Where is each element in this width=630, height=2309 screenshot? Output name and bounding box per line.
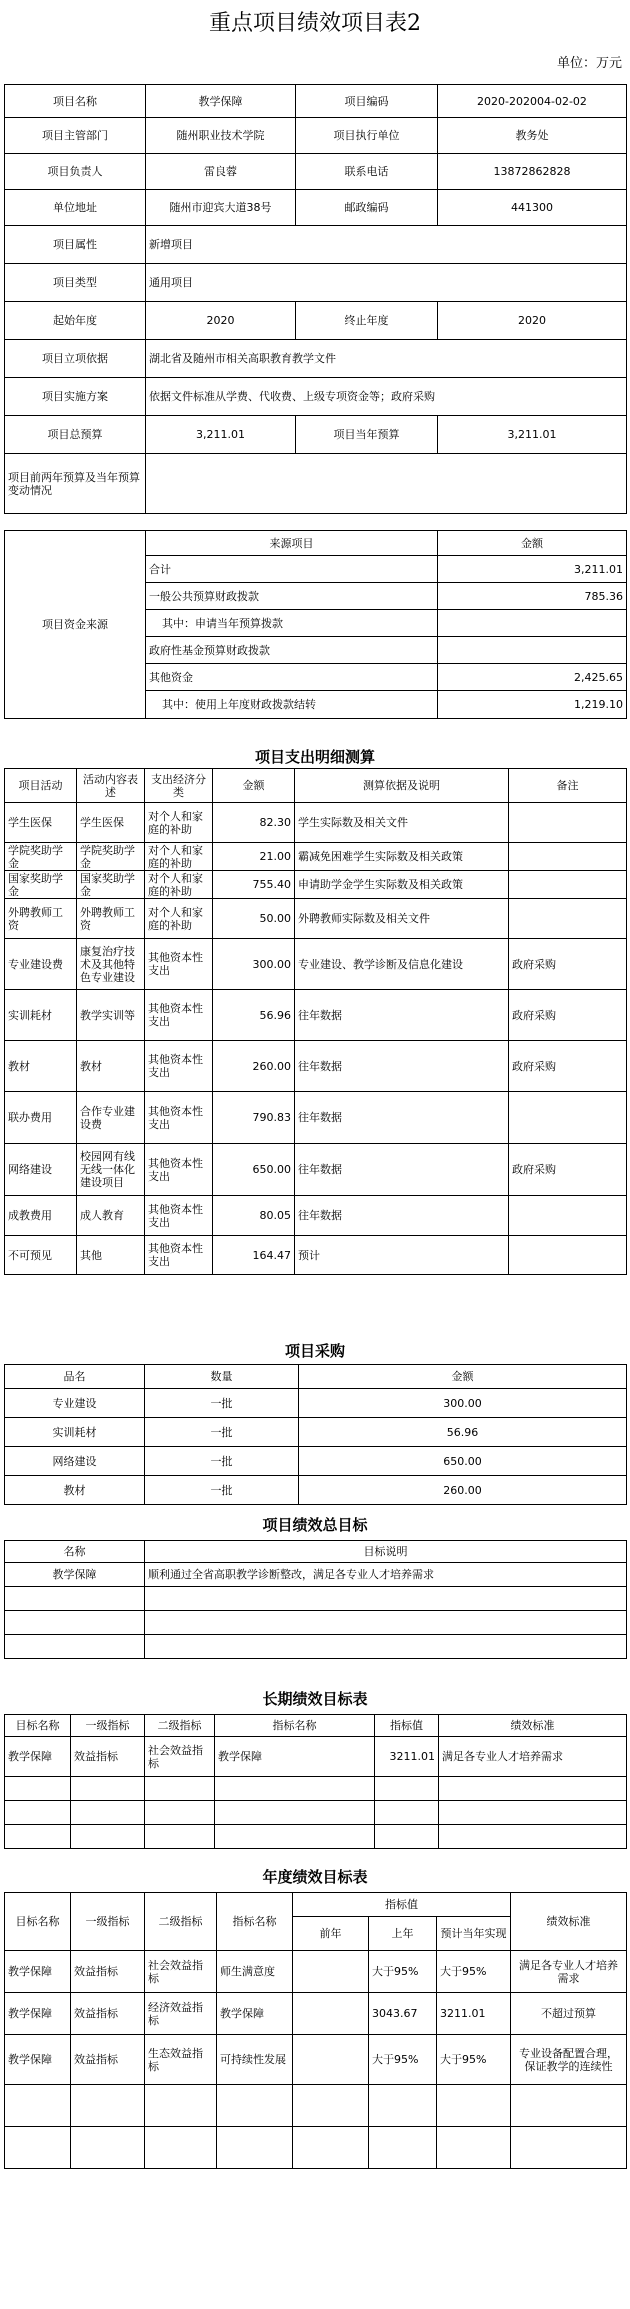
overall-title: 项目绩效总目标	[262, 1516, 368, 1534]
expense-cell: 164.47	[213, 1236, 295, 1275]
basic-info-table	[4, 84, 627, 514]
annual-cell: 效益指标	[71, 1951, 145, 1993]
expense-cell: 对个人和家庭的补助	[145, 899, 213, 939]
longterm-table	[4, 1714, 627, 1849]
label-end-year: 终止年度	[296, 302, 438, 340]
expense-cell: 学生医保	[5, 803, 77, 843]
longterm-cell: 教学保障	[215, 1737, 375, 1777]
purchase-title: 项目采购	[284, 1342, 345, 1360]
label-dept: 项目主管部门	[5, 118, 146, 154]
expense-cell: 80.05	[213, 1196, 295, 1236]
funding-row-name: 其中：申请当年预算拨款	[146, 610, 438, 637]
longterm-empty	[5, 1801, 71, 1825]
expense-cell: 政府采购	[509, 1144, 627, 1196]
label-attr: 项目属性	[5, 226, 146, 264]
expense-cell: 实训耗材	[5, 990, 77, 1041]
expense-header: 活动内容表述	[77, 769, 145, 803]
annual-subheader: 前年	[293, 1917, 369, 1951]
label-year-budget: 项目当年预算	[296, 416, 438, 454]
expense-cell	[509, 899, 627, 939]
funding-row-amount	[438, 637, 627, 664]
expense-cell: 学院奖助学金	[5, 843, 77, 871]
longterm-empty	[71, 1825, 145, 1849]
longterm-empty	[375, 1777, 439, 1801]
purchase-header: 品名	[5, 1365, 145, 1389]
label-leader: 项目负责人	[5, 154, 146, 190]
annual-empty	[5, 2085, 71, 2127]
annual-empty	[437, 2127, 511, 2169]
funding-label: 项目资金来源	[5, 531, 146, 719]
purchase-cell: 一批	[145, 1389, 299, 1418]
annual-empty	[293, 2127, 369, 2169]
expense-cell: 260.00	[213, 1041, 295, 1092]
expense-cell: 学生医保	[77, 803, 145, 843]
annual-cell	[293, 2035, 369, 2085]
longterm-cell: 社会效益指标	[145, 1737, 215, 1777]
value-basis: 湖北省及随州市相关高职教育教学文件	[146, 340, 627, 378]
expense-cell	[509, 871, 627, 899]
longterm-empty	[215, 1825, 375, 1849]
annual-cell: 效益指标	[71, 1993, 145, 2035]
value-year-budget: 3,211.01	[438, 416, 627, 454]
expense-cell: 56.96	[213, 990, 295, 1041]
expense-cell: 教学实训等	[77, 990, 145, 1041]
annual-subheader: 预计当年实现	[437, 1917, 511, 1951]
funding-head-source: 来源项目	[146, 531, 438, 556]
overall-cell: 教学保障	[5, 1563, 145, 1587]
longterm-empty	[71, 1801, 145, 1825]
funding-row-name: 政府性基金预算财政拨款	[146, 637, 438, 664]
expense-title: 项目支出明细测算	[254, 748, 375, 766]
annual-cell: 社会效益指标	[145, 1951, 217, 1993]
overall-empty-cell	[5, 1587, 145, 1611]
annual-empty	[369, 2085, 437, 2127]
annual-cell: 生态效益指标	[145, 2035, 217, 2085]
expense-header: 测算依据及说明	[295, 769, 509, 803]
funding-head-amount: 金额	[438, 531, 627, 556]
label-exec-unit: 项目执行单位	[296, 118, 438, 154]
value-total-budget: 3,211.01	[146, 416, 296, 454]
value-phone: 13872862828	[438, 154, 627, 190]
funding-row-name: 其他资金	[146, 664, 438, 691]
label-address: 单位地址	[5, 190, 146, 226]
funding-row-amount: 3,211.01	[438, 556, 627, 583]
longterm-empty	[375, 1801, 439, 1825]
label-start-year: 起始年度	[5, 302, 146, 340]
expense-cell: 往年数据	[295, 1041, 509, 1092]
purchase-cell: 实训耗材	[5, 1418, 145, 1447]
expense-cell: 外聘教师工资	[5, 899, 77, 939]
funding-row-amount: 1,219.10	[438, 691, 627, 719]
label-basis: 项目立项依据	[5, 340, 146, 378]
annual-header: 指标值	[293, 1893, 511, 1917]
annual-table	[4, 1892, 627, 2169]
purchase-table	[4, 1364, 627, 1505]
expense-cell: 300.00	[213, 939, 295, 990]
funding-row-name: 合计	[146, 556, 438, 583]
expense-cell: 网络建设	[5, 1144, 77, 1196]
expense-cell: 外聘教师实际数及相关文件	[295, 899, 509, 939]
funding-row-amount: 785.36	[438, 583, 627, 610]
expense-header: 项目活动	[5, 769, 77, 803]
expense-cell: 其他资本性支出	[145, 1092, 213, 1144]
annual-empty	[437, 2085, 511, 2127]
expense-cell: 50.00	[213, 899, 295, 939]
purchase-cell: 专业建设	[5, 1389, 145, 1418]
expense-cell: 联办费用	[5, 1092, 77, 1144]
expense-cell: 往年数据	[295, 1092, 509, 1144]
label-type: 项目类型	[5, 264, 146, 302]
longterm-header: 绩效标准	[439, 1715, 627, 1737]
longterm-header: 指标名称	[215, 1715, 375, 1737]
unit-label: 单位：万元	[556, 56, 622, 71]
label-total-budget: 项目总预算	[5, 416, 146, 454]
annual-title: 年度绩效目标表	[262, 1868, 368, 1886]
expense-cell: 82.30	[213, 803, 295, 843]
expense-cell: 专业建设费	[5, 939, 77, 990]
purchase-cell: 300.00	[299, 1389, 627, 1418]
longterm-cell: 3211.01	[375, 1737, 439, 1777]
longterm-cell: 教学保障	[5, 1737, 71, 1777]
annual-cell	[293, 1993, 369, 2035]
longterm-empty	[5, 1825, 71, 1849]
expense-cell: 对个人和家庭的补助	[145, 871, 213, 899]
longterm-empty	[215, 1801, 375, 1825]
funding-table	[4, 530, 627, 719]
annual-cell: 师生满意度	[217, 1951, 293, 1993]
label-plan: 项目实施方案	[5, 378, 146, 416]
funding-row-amount: 2,425.65	[438, 664, 627, 691]
annual-cell: 经济效益指标	[145, 1993, 217, 2035]
funding-row-name: 一般公共预算财政拨款	[146, 583, 438, 610]
value-attr: 新增项目	[146, 226, 627, 264]
annual-header: 目标名称	[5, 1893, 71, 1951]
value-address: 随州市迎宾大道38号	[146, 190, 296, 226]
annual-cell: 教学保障	[217, 1993, 293, 2035]
annual-empty	[5, 2127, 71, 2169]
expense-cell: 教材	[77, 1041, 145, 1092]
expense-cell: 其他资本性支出	[145, 990, 213, 1041]
annual-cell: 3043.67	[369, 1993, 437, 2035]
overall-empty-cell	[145, 1635, 627, 1659]
annual-cell	[293, 1951, 369, 1993]
purchase-cell: 56.96	[299, 1418, 627, 1447]
longterm-empty	[439, 1801, 627, 1825]
longterm-empty	[439, 1825, 627, 1849]
annual-cell: 专业设备配置合理，保证教学的连续性	[511, 2035, 627, 2085]
value-budget-change	[146, 454, 627, 514]
value-leader: 雷良蓉	[146, 154, 296, 190]
annual-cell: 不超过预算	[511, 1993, 627, 2035]
expense-cell: 往年数据	[295, 990, 509, 1041]
expense-cell: 其他	[77, 1236, 145, 1275]
expense-cell: 755.40	[213, 871, 295, 899]
expense-cell: 对个人和家庭的补助	[145, 803, 213, 843]
value-start-year: 2020	[146, 302, 296, 340]
longterm-empty	[71, 1777, 145, 1801]
value-plan: 依据文件标准从学费、代收费、上级专项资金等；政府采购	[146, 378, 627, 416]
purchase-header: 金额	[299, 1365, 627, 1389]
value-postcode: 441300	[438, 190, 627, 226]
longterm-empty	[145, 1801, 215, 1825]
label-budget-change: 项目前两年预算及当年预算变动情况	[5, 454, 146, 514]
expense-cell: 成人教育	[77, 1196, 145, 1236]
expense-cell: 外聘教师工资	[77, 899, 145, 939]
overall-header: 目标说明	[145, 1541, 627, 1563]
expense-cell: 校园网有线无线一体化建设项目	[77, 1144, 145, 1196]
longterm-title: 长期绩效目标表	[262, 1690, 368, 1708]
expense-cell: 学生实际数及相关文件	[295, 803, 509, 843]
annual-cell: 教学保障	[5, 2035, 71, 2085]
longterm-empty	[375, 1825, 439, 1849]
expense-cell	[509, 1092, 627, 1144]
annual-empty	[71, 2127, 145, 2169]
label-postcode: 邮政编码	[296, 190, 438, 226]
purchase-cell: 650.00	[299, 1447, 627, 1476]
value-end-year: 2020	[438, 302, 627, 340]
overall-empty-cell	[5, 1635, 145, 1659]
expense-cell: 成教费用	[5, 1196, 77, 1236]
annual-empty	[369, 2127, 437, 2169]
longterm-empty	[439, 1777, 627, 1801]
expense-cell: 合作专业建设费	[77, 1092, 145, 1144]
expense-cell: 不可预见	[5, 1236, 77, 1275]
value-dept: 随州职业技术学院	[146, 118, 296, 154]
overall-empty-cell	[5, 1611, 145, 1635]
expense-cell: 政府采购	[509, 1041, 627, 1092]
expense-cell: 霸减免困难学生实际数及相关政策	[295, 843, 509, 871]
expense-table	[4, 768, 627, 1275]
longterm-cell: 效益指标	[71, 1737, 145, 1777]
label-phone: 联系电话	[296, 154, 438, 190]
value-project-code: 2020-202004-02-02	[438, 85, 627, 118]
value-project-name: 教学保障	[146, 85, 296, 118]
expense-cell: 对个人和家庭的补助	[145, 843, 213, 871]
longterm-cell: 满足各专业人才培养需求	[439, 1737, 627, 1777]
expense-cell: 国家奖助学金	[77, 871, 145, 899]
annual-cell: 3211.01	[437, 1993, 511, 2035]
annual-cell: 大于95%	[437, 2035, 511, 2085]
annual-cell: 大于95%	[369, 1951, 437, 1993]
expense-cell: 其他资本性支出	[145, 1041, 213, 1092]
purchase-cell: 网络建设	[5, 1447, 145, 1476]
label-project-code: 项目编码	[296, 85, 438, 118]
annual-empty	[511, 2127, 627, 2169]
annual-empty	[217, 2127, 293, 2169]
expense-cell: 790.83	[213, 1092, 295, 1144]
expense-cell	[509, 843, 627, 871]
overall-empty-cell	[145, 1611, 627, 1635]
expense-header: 金额	[213, 769, 295, 803]
longterm-header: 二级指标	[145, 1715, 215, 1737]
purchase-cell: 一批	[145, 1447, 299, 1476]
overall-header: 名称	[5, 1541, 145, 1563]
annual-header: 一级指标	[71, 1893, 145, 1951]
annual-cell: 教学保障	[5, 1951, 71, 1993]
expense-cell: 康复治疗技术及其他特色专业建设	[77, 939, 145, 990]
expense-cell	[509, 1196, 627, 1236]
expense-cell: 其他资本性支出	[145, 1196, 213, 1236]
longterm-empty	[5, 1777, 71, 1801]
funding-row-amount	[438, 610, 627, 637]
annual-cell: 大于95%	[437, 1951, 511, 1993]
funding-row-name: 其中：使用上年度财政拨款结转	[146, 691, 438, 719]
annual-header: 指标名称	[217, 1893, 293, 1951]
purchase-cell: 一批	[145, 1418, 299, 1447]
expense-cell: 学院奖助学金	[77, 843, 145, 871]
expense-cell: 政府采购	[509, 939, 627, 990]
longterm-header: 一级指标	[71, 1715, 145, 1737]
expense-cell: 往年数据	[295, 1196, 509, 1236]
annual-cell: 大于95%	[369, 2035, 437, 2085]
longterm-empty	[145, 1777, 215, 1801]
page-title: 重点项目绩效项目表2	[209, 11, 421, 36]
purchase-cell: 260.00	[299, 1476, 627, 1505]
expense-cell	[509, 1236, 627, 1275]
expense-cell: 教材	[5, 1041, 77, 1092]
annual-empty	[145, 2127, 217, 2169]
expense-cell: 其他资本性支出	[145, 1144, 213, 1196]
overall-empty-cell	[145, 1587, 627, 1611]
expense-cell: 专业建设、教学诊断及信息化建设	[295, 939, 509, 990]
annual-header: 绩效标准	[511, 1893, 627, 1951]
value-exec-unit: 教务处	[438, 118, 627, 154]
annual-subheader: 上年	[369, 1917, 437, 1951]
annual-cell: 效益指标	[71, 2035, 145, 2085]
annual-cell: 教学保障	[5, 1993, 71, 2035]
expense-cell	[509, 803, 627, 843]
overall-cell: 顺利通过全省高职教学诊断整改，满足各专业人才培养需求	[145, 1563, 627, 1587]
longterm-empty	[145, 1825, 215, 1849]
expense-cell: 650.00	[213, 1144, 295, 1196]
expense-header: 支出经济分类	[145, 769, 213, 803]
expense-header: 备注	[509, 769, 627, 803]
annual-empty	[71, 2085, 145, 2127]
expense-cell: 21.00	[213, 843, 295, 871]
longterm-header: 指标值	[375, 1715, 439, 1737]
purchase-header: 数量	[145, 1365, 299, 1389]
purchase-cell: 一批	[145, 1476, 299, 1505]
label-project-name: 项目名称	[5, 85, 146, 118]
expense-cell: 其他资本性支出	[145, 939, 213, 990]
annual-empty	[293, 2085, 369, 2127]
annual-empty	[217, 2085, 293, 2127]
annual-cell: 可持续性发展	[217, 2035, 293, 2085]
expense-cell: 预计	[295, 1236, 509, 1275]
annual-header: 二级指标	[145, 1893, 217, 1951]
purchase-cell: 教材	[5, 1476, 145, 1505]
expense-cell: 其他资本性支出	[145, 1236, 213, 1275]
expense-cell: 申请助学金学生实际数及相关政策	[295, 871, 509, 899]
expense-cell: 国家奖助学金	[5, 871, 77, 899]
expense-cell: 往年数据	[295, 1144, 509, 1196]
value-type: 通用项目	[146, 264, 627, 302]
annual-empty	[145, 2085, 217, 2127]
longterm-empty	[215, 1777, 375, 1801]
overall-table	[4, 1540, 627, 1659]
longterm-header: 目标名称	[5, 1715, 71, 1737]
expense-cell: 政府采购	[509, 990, 627, 1041]
annual-empty	[511, 2085, 627, 2127]
annual-cell: 满足各专业人才培养需求	[511, 1951, 627, 1993]
